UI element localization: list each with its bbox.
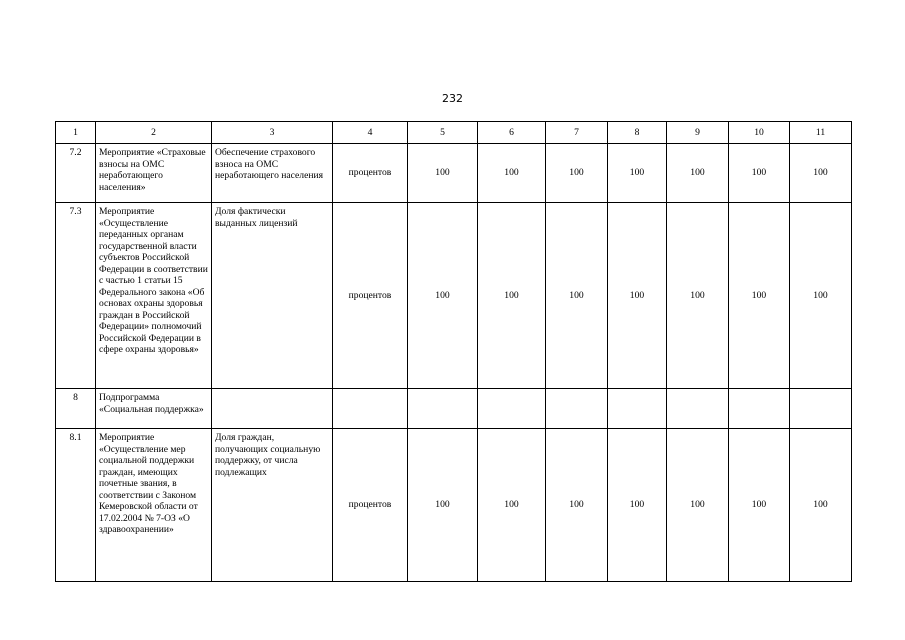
table-row — [56, 389, 852, 429]
value-cell: 100 — [546, 144, 608, 203]
value-cell — [608, 389, 667, 429]
row-number: 7.3 — [56, 203, 96, 389]
value-cell: 100 — [408, 203, 478, 389]
value-cell: 100 — [729, 203, 790, 389]
indicator-name: Доля граждан, получающих социальную поддержку, от числа подлежащих — [212, 429, 333, 582]
value-cell: 100 — [408, 429, 478, 582]
indicator-name: Обеспечение страхового взноса на ОМС неработающего населения — [212, 144, 333, 203]
indicators-table — [55, 121, 852, 582]
header-cell: 10 — [729, 122, 790, 144]
header-cell: 6 — [478, 122, 546, 144]
header-cell: 4 — [333, 122, 408, 144]
value-cell: 100 — [478, 203, 546, 389]
value-cell: 100 — [667, 203, 729, 389]
row-number: 7.2 — [56, 144, 96, 203]
value-cell — [408, 389, 478, 429]
value-cell: 100 — [729, 429, 790, 582]
header-cell: 7 — [546, 122, 608, 144]
unit-cell: процентов — [333, 429, 408, 582]
value-cell — [790, 389, 852, 429]
value-cell: 100 — [790, 429, 852, 582]
value-cell — [729, 389, 790, 429]
header-row — [56, 122, 852, 144]
value-cell: 100 — [546, 203, 608, 389]
value-cell: 100 — [546, 429, 608, 582]
value-cell: 100 — [478, 144, 546, 203]
unit-cell: процентов — [333, 144, 408, 203]
value-cell: 100 — [667, 144, 729, 203]
indicator-name: Доля фактически выданных лицензий — [212, 203, 333, 389]
value-cell: 100 — [478, 429, 546, 582]
value-cell: 100 — [667, 429, 729, 582]
row-number: 8.1 — [56, 429, 96, 582]
value-cell: 100 — [608, 429, 667, 582]
value-cell — [546, 389, 608, 429]
table-row — [56, 203, 852, 389]
measure-name: Мероприятие «Осуществление переданных органам государственной власти субъектов Российской Федерации в соответствии с частью 1 статьи 15 Федерального закона «Об основах охраны здоровья граждан в Российской Федерации» полномочий Российской Федерации в сфере охраны здоровья» — [96, 203, 212, 389]
table-row — [56, 429, 852, 582]
value-cell: 100 — [608, 144, 667, 203]
indicator-name — [212, 389, 333, 429]
value-cell: 100 — [408, 144, 478, 203]
header-cell: 1 — [56, 122, 96, 144]
value-cell: 100 — [729, 144, 790, 203]
value-cell: 100 — [790, 203, 852, 389]
header-cell: 8 — [608, 122, 667, 144]
measure-name: Мероприятие «Осуществление мер социальной поддержки граждан, имеющих почетные звания, в соответствии с Законом Кемеровской области от 17.02.2004 № 7-ОЗ «О здравоохранении» — [96, 429, 212, 582]
subprogram-name: Подпрограмма «Социальная поддержка» — [96, 389, 212, 429]
value-cell: 100 — [608, 203, 667, 389]
value-cell: 100 — [790, 144, 852, 203]
header-cell: 3 — [212, 122, 333, 144]
header-cell: 2 — [96, 122, 212, 144]
value-cell — [478, 389, 546, 429]
unit-cell — [333, 389, 408, 429]
unit-cell: процентов — [333, 203, 408, 389]
header-cell: 9 — [667, 122, 729, 144]
header-cell: 5 — [408, 122, 478, 144]
page-number: 232 — [442, 92, 463, 105]
row-number: 8 — [56, 389, 96, 429]
measure-name: Мероприятие «Страховые взносы на ОМС неработающего населения» — [96, 144, 212, 203]
value-cell — [667, 389, 729, 429]
header-cell: 11 — [790, 122, 852, 144]
table-row — [56, 144, 852, 203]
